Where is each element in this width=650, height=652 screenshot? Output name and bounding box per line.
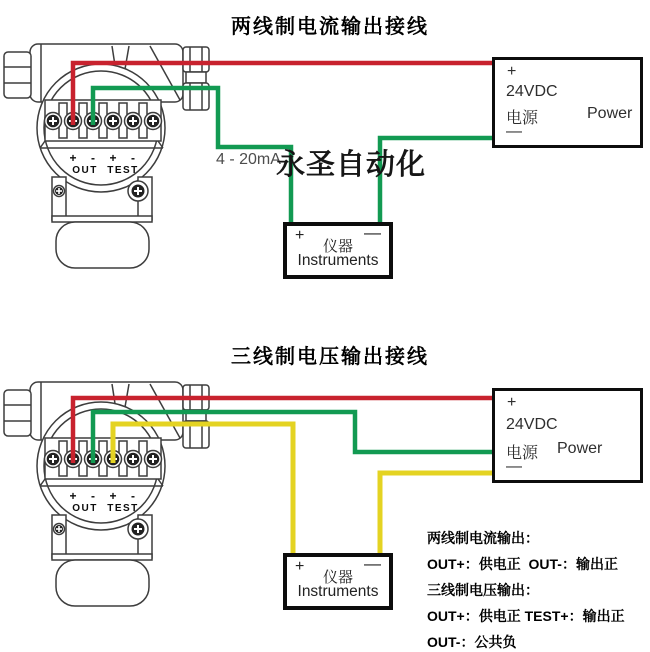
section2-title: 三线制电压输出接线	[231, 346, 429, 368]
terminal-out-minus-label: -	[91, 489, 95, 503]
note-line: OUT+：供电正 OUT-：输出正	[427, 556, 618, 572]
terminal-test-minus-label: -	[131, 151, 135, 165]
instruments-box-s2	[283, 553, 393, 610]
terminal-test-label: TEST	[107, 503, 139, 514]
power-label-cn: 电源	[506, 110, 539, 127]
note-line: 两线制电流输出：	[427, 530, 539, 546]
power-label-en: Power	[557, 440, 603, 457]
current-range-label: 4 - 20mA	[216, 151, 281, 168]
power-plus-terminal: +	[507, 63, 517, 80]
note-line: 三线制电压输出：	[427, 582, 539, 598]
terminal-out-plus-label: +	[69, 489, 77, 503]
terminal-out-label: OUT	[72, 165, 98, 176]
terminal-test-label: TEST	[107, 165, 139, 176]
section1-title: 两线制电流输出接线	[231, 16, 429, 38]
instruments-label-cn: 仪器	[322, 569, 354, 586]
power-label-en: Power	[587, 105, 633, 122]
power-box-s1	[492, 57, 643, 148]
power-minus-terminal: —	[506, 123, 521, 140]
terminal-test-minus-label: -	[131, 489, 135, 503]
watermark-text: 永圣自动化	[276, 149, 427, 181]
terminal-out-minus-label: -	[91, 151, 95, 165]
power-plus-terminal: +	[507, 394, 517, 411]
power-voltage-label: 24VDC	[506, 83, 558, 100]
instruments-label-en: Instruments	[297, 252, 379, 269]
note-line: OUT-：公共负	[427, 634, 517, 650]
instruments-label-cn: 仪器	[322, 238, 354, 255]
instruments-minus-terminal: —	[364, 223, 381, 242]
note-line: OUT+：供电正 TEST+：输出正	[427, 608, 625, 624]
instruments-plus-terminal: +	[295, 227, 305, 244]
terminal-out-plus-label: +	[69, 151, 77, 165]
wiring-notes	[427, 525, 625, 652]
power-box-s2	[492, 388, 643, 483]
power-minus-terminal: —	[506, 458, 521, 475]
instruments-label-en: Instruments	[297, 583, 379, 600]
terminal-test-plus-label: +	[109, 151, 117, 165]
instruments-minus-terminal: —	[364, 554, 381, 573]
transmitter-drawing-bottom	[4, 382, 209, 606]
power-voltage-label: 24VDC	[506, 416, 558, 433]
instruments-box-s1	[283, 222, 393, 279]
power-label-cn: 电源	[506, 445, 539, 462]
terminal-test-plus-label: +	[109, 489, 117, 503]
transmitter-drawing-top	[4, 44, 209, 268]
terminal-out-label: OUT	[72, 503, 98, 514]
instruments-plus-terminal: +	[295, 558, 305, 575]
